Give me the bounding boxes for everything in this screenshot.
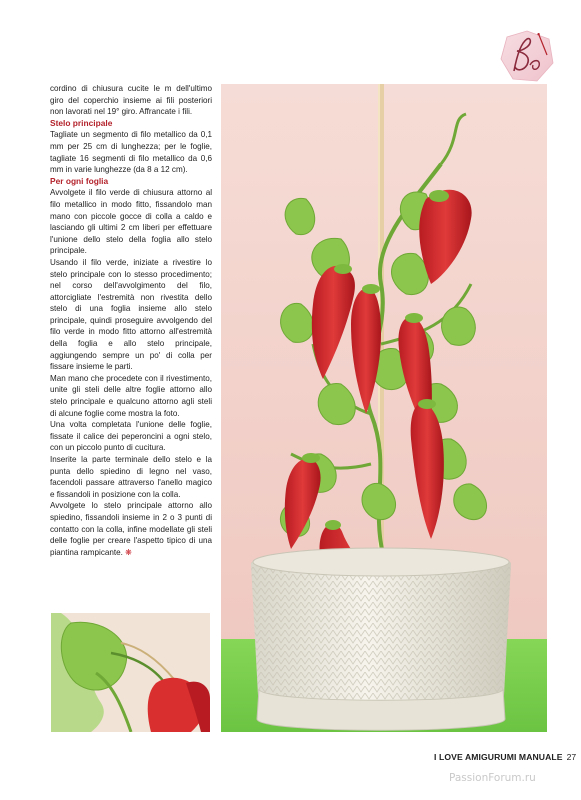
section-heading-stelo: Stelo principale [50,117,113,128]
magazine-logo [497,25,557,85]
instruction-paragraph-3: Man mano che procedete con il rivestimento, unite gli steli delle altre foglie attorno allo stelo principale e qualcuno attorno agli steli di alcune foglie come mostra la foto. [50,373,212,418]
instruction-paragraph-6: Avvolgete lo stelo principale attorno allo spiedino, fissandoli insieme in 2 o 3 punti di contatto con la colla, infine modellate gli steli delle foglie per creare l'aspetto tipico di una piantina rampicante. [50,501,212,557]
magazine-title: I LOVE AMIGURUMI MANUALE [434,752,563,762]
article-text-column [50,83,212,558]
chili-plant-photo [221,84,547,732]
section-heading-foglia: Per ogni foglia [50,175,109,186]
page-number: 27 [566,752,577,762]
stelo-paragraph: Tagliate un segmento di filo metallico da 0,1 mm per 25 cm di lunghezza; per le foglie, tagliate 16 segmenti di filo metallico da 0,6 mm in varie lunghezze (da 8 a 12 cm). [50,130,212,175]
stem-detail-photo [51,613,210,732]
instruction-paragraph-5: Inserite la parte terminale dello stelo e la punta dello spiedino di legno nel vaso, facendoli passare attraverso l'anello magico e fissandoli in posizione con la colla. [50,455,212,499]
end-mark-icon: ❋ [125,547,132,557]
watermark: PassionForum.ru [449,772,536,784]
instruction-paragraph-1: Avvolgete il filo verde di chiusura attorno al filo metallico in modo fitto, fissandolo man mano con piccole gocce di colla a caldo e lasciando gli ultimi 2 cm liberi per effettuare l'unione dello stelo della foglia allo stelo principale. [50,188,212,256]
instruction-paragraph-4: Una volta completata l'unione delle foglie, fissate il calice dei peperoncini a ogni stelo, con un piccolo punto di cucitura. [50,420,212,453]
intro-paragraph: cordino di chiusura cucite le m dell'ultimo giro del coperchio insieme ai fili posteriori non lavorati nel 19° giro. Affrancate i fili. [50,84,212,117]
instruction-paragraph-2: Usando il filo verde, iniziate a rivestire lo stelo principale con lo stesso procedimento; nel corso dell'avvolgimento del filo, attorcigliate l'estremità non rivestita dello stelo di una foglia insieme allo stelo principale, quindi proseguire avvolgendo del filo verde in modo fitto attorno all'estremità della foglia e allo stelo principale, aggiungendo sempre un po' di colla per fissare insieme le parti. [50,257,212,372]
page-footer [434,752,576,762]
